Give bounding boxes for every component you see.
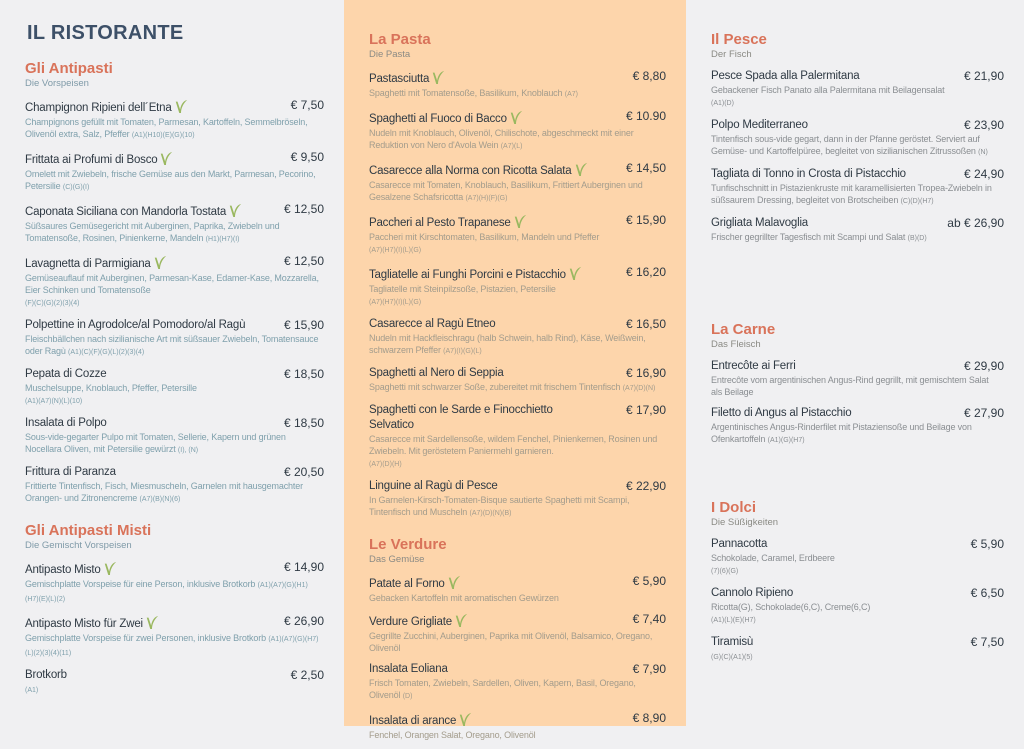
dish-price: € 26,90: [283, 614, 324, 628]
section-subtitle: Die Süßigkeiten: [711, 517, 779, 528]
dish-price: € 20,50: [283, 465, 324, 479]
menu-item: [369, 366, 666, 395]
allergen-codes: (A7)(D)(N): [622, 385, 656, 392]
allergen-codes: (A1)(D): [711, 100, 734, 107]
section-heading: Gli Antipasti Misti: [25, 522, 152, 539]
dish-description: [711, 84, 1004, 110]
vegetarian-leaf-icon: [458, 711, 472, 727]
dish-price: € 29,90: [963, 359, 1004, 373]
allergen-codes: (A7)(B)(N)(6): [139, 496, 181, 503]
description-text: Sous-vide-gegarter Pulpo mit Tomaten, Sellerie, Kapern und grünen Nocellara Oliven, mit Petersilie gewürzt: [25, 432, 286, 454]
description-text: Spaghetti mit Tomatensoße, Basilikum, Knoblauch: [369, 88, 563, 98]
dish-name-line: [711, 359, 1004, 374]
dish-name-line: [369, 317, 666, 332]
dish-description: [711, 374, 1004, 398]
column-antipasti: [0, 0, 344, 726]
dish-name: Tagliata di Tonno in Crosta di Pistacchio: [711, 168, 906, 180]
dish-price: € 6,50: [970, 586, 1004, 600]
dish-description: [711, 231, 1004, 245]
description-text: Ricotta(G), Schokolade(6,C), Creme(6,C): [711, 602, 871, 612]
description-text: Nudeln mit Knoblauch, Olivenöl, Chilischote, abgeschmeckt mit einer Reduktion von Nero d'Avola Wein: [369, 128, 634, 150]
dish-name: Pesce Spada alla Palermitana: [711, 70, 860, 82]
dish-name: Casarecce alla Norma con Ricotta Salata: [369, 165, 572, 177]
allergen-codes: (G)(C)(A1)(5): [711, 654, 753, 661]
allergen-codes: (A7): [564, 91, 578, 98]
description-text: Gemischplatte Vorspeise für zwei Personen, inklusive Brotkorb: [25, 633, 266, 643]
description-text: Frisch Tomaten, Zwiebeln, Sardellen, Oliven, Kapern, Basil, Oregano, Olivenöl: [369, 678, 636, 700]
dish-name-line: [369, 109, 666, 127]
description-text: Muschelsuppe, Knoblauch, Pfeffer, Petersille: [25, 383, 197, 393]
vegetarian-leaf-icon: [574, 161, 588, 177]
allergen-codes: (A7)(H7)(I)(L)(G): [369, 247, 422, 254]
dish-description: [369, 494, 666, 520]
dish-description: [369, 231, 666, 257]
menu-item: [369, 265, 666, 309]
dish-description: [369, 592, 666, 604]
allergen-codes: (A1)(A7)(G)(H7)(L)(2)(3)(4)(11): [25, 636, 319, 657]
dish-description: [25, 220, 324, 246]
dish-price: € 9,50: [290, 150, 324, 164]
menu-item: [369, 109, 666, 153]
dish-name: Frittura di Paranza: [25, 466, 116, 478]
description-text: Spaghetti mit schwarzer Soße, zubereitet mit frischem Tintenfisch: [369, 382, 621, 392]
description-text: Tagliatelle mit Steinpilzsoße, Pistazien, Petersilie: [369, 284, 556, 294]
restaurant-title: IL RISTORANTE: [27, 22, 184, 44]
dish-name-line: [369, 711, 666, 729]
vegetarian-leaf-icon: [103, 560, 117, 576]
menu-section-la-pasta: [369, 31, 666, 528]
dish-description: [711, 552, 1004, 578]
dish-name-line: [711, 635, 1004, 650]
description-text: Gebacken Kartoffeln mit aromatischen Gewürzen: [369, 593, 559, 603]
menu-item: [25, 318, 324, 359]
dish-name: Polpo Mediterraneo: [711, 119, 808, 131]
allergen-codes: (7)(6)(G): [711, 568, 739, 575]
section-subtitle: Das Gemüse: [369, 554, 425, 565]
dish-description: [369, 127, 666, 153]
dish-name: Verdure Grigliate: [369, 616, 452, 628]
dish-price: € 15,90: [283, 318, 324, 332]
description-text: Gemischplatte Vorspeise für eine Person, inklusive Brotkorb: [25, 579, 256, 589]
section-subtitle: Die Gemischt Vorspeisen: [25, 540, 132, 551]
dish-name: Tiramisù: [711, 636, 754, 648]
dish-name-line: [25, 560, 324, 578]
allergen-codes: (A7)(H7)(I)(L)(G): [369, 299, 422, 306]
allergen-codes: (A1)(C)(F)(G)(L)(2)(3)(4): [68, 349, 145, 356]
description-text: Frischer gegrillter Tagesfisch mit Scampi und Salat: [711, 232, 906, 242]
dish-name-line: [25, 98, 324, 116]
dish-price: € 5,90: [632, 574, 666, 588]
dish-description: [711, 601, 1004, 627]
dish-name-line: [711, 586, 1004, 601]
dish-price: € 17,90: [625, 403, 666, 417]
menu-item: [711, 167, 1004, 208]
menu-item: [711, 118, 1004, 159]
description-text: Süßsaures Gemüsegericht mit Auberginen, Paprika, Zwiebeln und Tomatensoße, Rosinen, Pinienkerne, Mandeln: [25, 221, 280, 243]
dish-name-line: [369, 69, 666, 87]
allergen-codes: (A1)(H10)(E)(G)(10): [131, 132, 195, 139]
dish-name-line: [711, 406, 1004, 421]
description-text: Fleischbällchen nach sizilianische Art mit süßsauer Zwiebeln, Tomatensauce oder Ragù: [25, 334, 319, 356]
menu-section-le-verdure: [369, 536, 666, 749]
menu-item: [369, 612, 666, 654]
dish-description: [25, 431, 324, 457]
menu-item: [25, 202, 324, 246]
allergen-codes: (N): [978, 149, 988, 156]
dish-price: € 22,90: [625, 479, 666, 493]
dish-name: Casarecce al Ragù Etneo: [369, 318, 496, 330]
dish-name: Cannolo Ripieno: [711, 587, 794, 599]
vegetarian-leaf-icon: [447, 574, 461, 590]
vegetarian-leaf-icon: [153, 254, 167, 270]
vegetarian-leaf-icon: [568, 265, 582, 281]
column-pesce-carne-dolci: [686, 0, 1024, 726]
dish-name-line: [711, 69, 1004, 84]
dish-name-line: [369, 213, 666, 231]
dish-description: [25, 578, 324, 606]
dish-name-line: [25, 465, 324, 480]
dish-name: Antipasto Misto: [25, 564, 101, 576]
menu-item: [369, 213, 666, 257]
menu-item: [711, 216, 1004, 245]
dish-description: [711, 650, 1004, 664]
dish-name: Polpettine in Agrodolce/al Pomodoro/al Ragù: [25, 319, 246, 331]
menu-item: [711, 537, 1004, 578]
dish-description: [369, 630, 666, 654]
menu-item: [711, 586, 1004, 627]
dish-price: € 7,40: [632, 612, 666, 626]
dish-price: € 7,90: [632, 662, 666, 676]
description-text: Casarecce mit Tomaten, Knoblauch, Basilikum, Frittiert Auberginen und Gesalzene Schafsricotta: [369, 180, 643, 202]
menu-item: [25, 614, 324, 660]
dish-price: € 14,90: [283, 560, 324, 574]
dish-name-line: [711, 118, 1004, 133]
menu-item: [25, 367, 324, 408]
dish-description: [711, 182, 1004, 208]
dish-name-line: [369, 366, 666, 381]
dish-name: Patate al Forno: [369, 578, 445, 590]
dish-name-line: [25, 202, 324, 220]
dish-price: € 16,90: [625, 366, 666, 380]
section-subtitle: Das Fleisch: [711, 339, 761, 350]
description-text: Argentinisches Angus-Rinderfilet mit Pistaziensoße und Beilage von Ofenkartoffeln: [711, 422, 972, 444]
allergen-codes: (A7)(D)(N)(B): [469, 510, 512, 517]
description-text: Nudeln mit Hackfleischragu (halb Schwein, halb Rind), Käse, Weißwein, schwarzem Pfeffer: [369, 333, 646, 355]
dish-description: [25, 116, 324, 142]
allergen-codes: (A7)(I)(G)(L): [443, 348, 482, 355]
dish-name: Frittata ai Profumi di Bosco: [25, 154, 158, 166]
menu-item: [711, 359, 1004, 398]
dish-name-line: [369, 479, 666, 494]
dish-name: Insalata di arance: [369, 715, 457, 727]
dish-name-line: [369, 574, 666, 592]
description-text: Champignons gefüllt mit Tomaten, Parmesan, Kartoffeln, Semmelbröseln, Olivenöl extra, Salz, Pfeffer: [25, 117, 308, 139]
menu-item: [369, 479, 666, 520]
section-heading: Il Pesce: [711, 31, 767, 48]
dish-description: [369, 677, 666, 703]
dish-description: [369, 87, 666, 101]
dish-price: € 2,50: [290, 668, 324, 682]
dish-price: € 18,50: [283, 367, 324, 381]
description-text: Entrecôte vom argentinischen Angus-Rind gegrillt, mit gemischtem Salat als Beilage: [711, 375, 989, 397]
dish-name: Antipasto Misto für Zwei: [25, 618, 143, 630]
dish-name: Champignon Ripieni dell´Etna: [25, 102, 172, 114]
dish-price: € 5,90: [970, 537, 1004, 551]
vegetarian-leaf-icon: [509, 109, 523, 125]
menu-item: [369, 161, 666, 205]
dish-name-line: [25, 150, 324, 168]
dish-name-line: [369, 161, 666, 179]
menu-item: [25, 560, 324, 606]
vegetarian-leaf-icon: [513, 213, 527, 229]
allergen-codes: (C)(G)(I): [62, 184, 90, 191]
dish-price: € 16,20: [625, 265, 666, 279]
allergen-codes: (A1)(A7)(N)(L)(10): [25, 398, 83, 405]
description-text: Gebackener Fisch Panato alla Palermitana mit Beilagensalat: [711, 85, 945, 95]
dish-price: ab € 26,90: [947, 216, 1004, 230]
vegetarian-leaf-icon: [174, 98, 188, 114]
menu-section-il-pesce: [711, 31, 1004, 253]
dish-name: Spaghetti al Nero di Seppia: [369, 367, 504, 379]
dish-price: € 23,90: [963, 118, 1004, 132]
menu-item: [25, 668, 324, 697]
allergen-codes: (A7)(D)(H): [369, 461, 402, 468]
allergen-codes: (H1)(H7)(I): [205, 236, 240, 243]
allergen-codes: (A1)(G)(H7): [767, 437, 805, 444]
dish-name-line: [369, 612, 666, 630]
dish-name: Pastasciutta: [369, 73, 430, 85]
dish-name-line: [25, 367, 324, 382]
section-subtitle: Der Fisch: [711, 49, 752, 60]
allergen-codes: (A1)(L)(E)(H7): [711, 617, 756, 624]
dish-name-line: [25, 318, 324, 333]
dish-price: € 21,90: [963, 69, 1004, 83]
menu-item: [25, 150, 324, 194]
menu-item: [369, 403, 666, 471]
dish-name: Spaghetti al Fuoco di Bacco: [369, 113, 507, 125]
section-subtitle: Die Vorspeisen: [25, 78, 89, 89]
dish-name: Pepata di Cozze: [25, 368, 107, 380]
description-text: Gegrillte Zucchini, Auberginen, Paprika mit Olivenöl, Balsamico, Oregano, Olivenöl: [369, 631, 653, 653]
menu-item: [25, 465, 324, 506]
allergen-codes: (C)(D)(H7): [900, 198, 934, 205]
dish-description: [369, 332, 666, 358]
menu-item: [369, 711, 666, 741]
menu-item: [25, 98, 324, 142]
dish-price: € 18,50: [283, 416, 324, 430]
dish-price: € 24,90: [963, 167, 1004, 181]
description-text: Tunfischschnitt in Pistazienkruste mit karamellisierten Tropea-Zwiebeln in süßsaurem Dressing, begleitet von Brotscheiben: [711, 183, 992, 205]
dish-description: [711, 133, 1004, 159]
dish-name: Linguine al Ragù di Pesce: [369, 480, 498, 492]
menu-item: [369, 662, 666, 703]
allergen-codes: (B)(D): [907, 235, 927, 242]
dish-price: € 12,50: [283, 254, 324, 268]
description-text: Casarecce mit Sardellensoße, wildem Fenchel, Pinienkernen, Rosinen und Zwiebeln. Mit geröstetem Paniermehl garnieren.: [369, 434, 658, 456]
column-pasta-verdure: [344, 0, 686, 740]
allergen-codes: (A7)(L): [500, 143, 523, 150]
dish-description: [25, 168, 324, 194]
dish-description: [25, 480, 324, 506]
dish-price: € 12,50: [283, 202, 324, 216]
dish-name: Grigliata Malavoglia: [711, 217, 808, 229]
menu-section-la-carne: [711, 321, 1004, 455]
dish-description: [25, 632, 324, 660]
menu-item: [369, 69, 666, 101]
description-text: Frittierte Tintenfisch, Fisch, Miesmuscheln, Garnelen mit hausgemachter Orangen- und Zitronencreme: [25, 481, 303, 503]
dish-name-line: [25, 254, 324, 272]
dish-name: Insalata Eoliana: [369, 663, 448, 675]
vegetarian-leaf-icon: [145, 614, 159, 630]
menu-item: [25, 254, 324, 310]
dish-price: € 15,90: [625, 213, 666, 227]
description-text: In Garnelen-Kirsch-Tomaten-Bisque sautierte Spaghetti mit Scampi, Tintenfisch und Muscheln: [369, 495, 630, 517]
dish-description: [369, 179, 666, 205]
dish-price: € 14,50: [625, 161, 666, 175]
dish-description: [711, 421, 1004, 447]
dish-name: Spaghetti con le Sarde e Finocchietto Selvatico: [369, 404, 553, 431]
menu-item: [711, 635, 1004, 664]
allergen-codes: (A1): [25, 687, 39, 694]
dish-name-line: [25, 668, 324, 683]
dish-name: Entrecôte ai Ferri: [711, 360, 796, 372]
vegetarian-leaf-icon: [431, 69, 445, 85]
description-text: Schokolade, Caramel, Erdbeere: [711, 553, 835, 563]
dish-description: [25, 382, 324, 408]
vegetarian-leaf-icon: [159, 150, 173, 166]
section-subtitle: Die Pasta: [369, 49, 411, 60]
dish-name-line: [369, 662, 666, 677]
dish-name-line: [711, 167, 1004, 182]
vegetarian-leaf-icon: [454, 612, 468, 628]
dish-name: Filetto di Angus al Pistacchio: [711, 407, 852, 419]
description-text: Gemüseauflauf mit Auberginen, Parmesan-Kase, Edamer-Kase, Mozzarella, Eier Schinken und Tomatensoße: [25, 273, 319, 295]
description-text: Paccheri mit Kirschtomaten, Basilikum, Mandeln und Pfeffer: [369, 232, 600, 242]
dish-name-line: [25, 416, 324, 431]
description-text: Tintenfisch sous-vide gegart, dann in der Pfanne geröstet. Serviert auf Gemüse- und Kartoffelpüree, begleitet von sizilianischen Zitrussoßen: [711, 134, 980, 156]
section-heading: I Dolci: [711, 499, 757, 516]
menu-item: [369, 574, 666, 604]
menu-item: [711, 406, 1004, 447]
dish-name: Tagliatelle ai Funghi Porcini e Pistacchio: [369, 269, 566, 281]
menu-section-i-dolci: [711, 499, 1004, 672]
dish-name: Brotkorb: [25, 669, 67, 681]
dish-name: Paccheri al Pesto Trapanese: [369, 217, 511, 229]
vegetarian-leaf-icon: [228, 202, 242, 218]
dish-description: [369, 729, 666, 741]
dish-description: [25, 683, 324, 697]
dish-price: € 7,50: [290, 98, 324, 112]
dish-price: € 27,90: [963, 406, 1004, 420]
dish-name: Pannacotta: [711, 538, 768, 550]
section-heading: La Pasta: [369, 31, 431, 48]
dish-name-line: [25, 614, 324, 632]
dish-description: [369, 283, 666, 309]
dish-description: [369, 433, 666, 471]
section-heading: La Carne: [711, 321, 776, 338]
allergen-codes: (I), (N): [177, 447, 199, 454]
section-heading: Gli Antipasti: [25, 60, 113, 77]
menu-section-gli-antipasti-misti: [25, 522, 324, 705]
allergen-codes: (A7)(H)(F)(G): [465, 195, 508, 202]
menu-section-gli-antipasti: [25, 60, 324, 514]
dish-name: Lavagnetta di Parmigiana: [25, 258, 151, 270]
menu-item: [369, 317, 666, 358]
dish-name: Caponata Siciliana con Mandorla Tostata: [25, 206, 227, 218]
dish-name: Insalata di Polpo: [25, 417, 107, 429]
dish-price: € 16,50: [625, 317, 666, 331]
description-text: Fenchel, Orangen Salat, Oregano, Olivenöl: [369, 730, 536, 740]
dish-name-line: [369, 403, 666, 433]
allergen-codes: (D): [402, 693, 413, 700]
allergen-codes: (F)(C)(G)(2)(3)(4): [25, 300, 80, 307]
dish-name-line: [711, 537, 1004, 552]
dish-price: € 8,80: [632, 69, 666, 83]
section-heading: Le Verdure: [369, 536, 447, 553]
dish-description: [25, 272, 324, 310]
menu-item: [711, 69, 1004, 110]
menu-item: [25, 416, 324, 457]
dish-description: [25, 333, 324, 359]
dish-description: [369, 381, 666, 395]
dish-name-line: [369, 265, 666, 283]
allergen-codes: (A1)(A7)(G)(H1)(H7)(E)(L)(2): [25, 582, 308, 603]
dish-price: € 7,50: [970, 635, 1004, 649]
description-text: Omelett mit Zwiebeln, frische Gemüse aus den Markt, Parmesan, Pecorino, Petersilie: [25, 169, 316, 191]
dish-price: € 8,90: [632, 711, 666, 725]
dish-price: € 10.90: [625, 109, 666, 123]
